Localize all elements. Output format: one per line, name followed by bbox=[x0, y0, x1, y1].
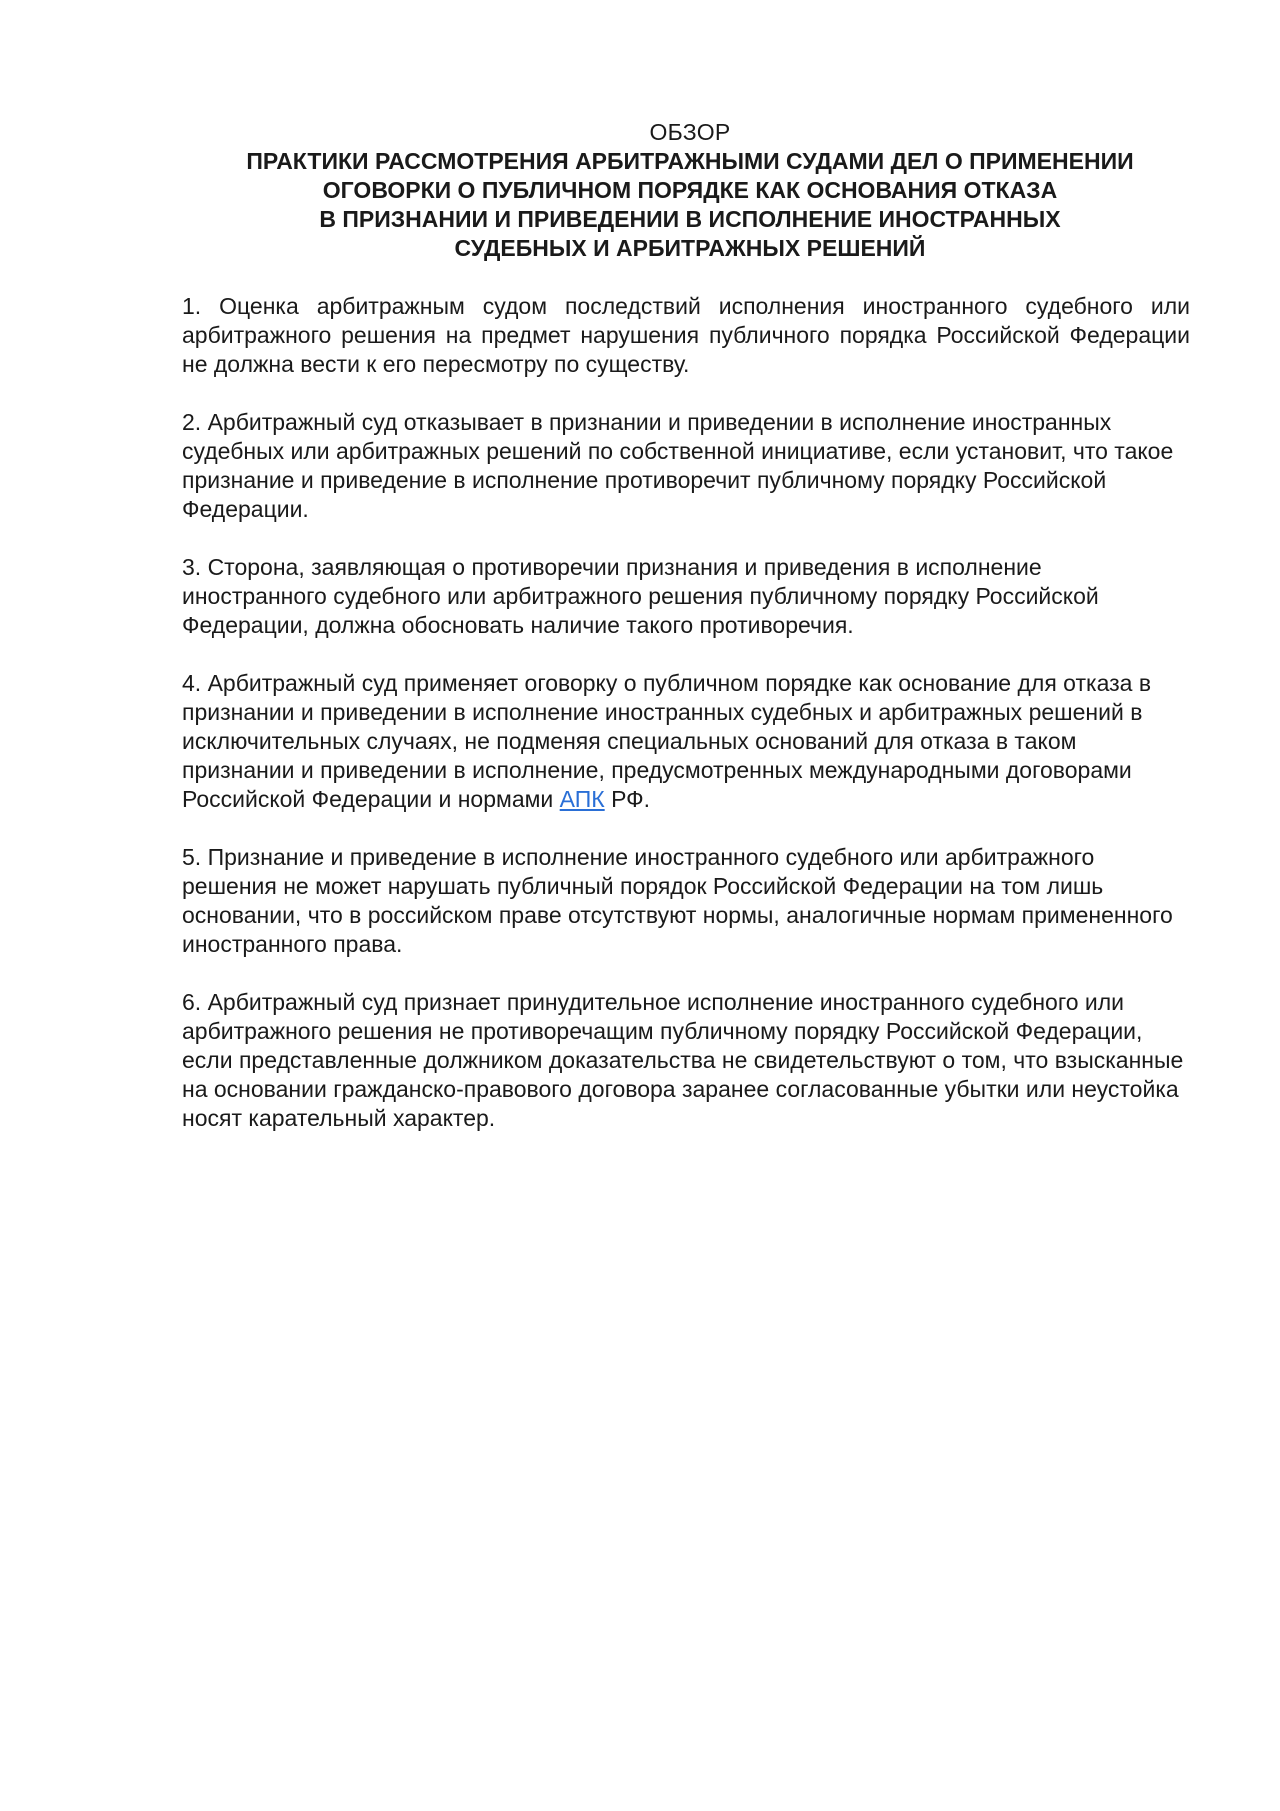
apk-link[interactable]: АПК bbox=[559, 786, 605, 812]
document-body bbox=[182, 292, 1190, 1162]
title-line: ОГОВОРКИ О ПУБЛИЧНОМ ПОРЯДКЕ КАК ОСНОВАНИЯ ОТКАЗА bbox=[322, 177, 1058, 203]
paragraph-1: 1. Оценка арбитражным судом последствий исполнения иностранного судебного или арбитражного решения на предмет нарушения публичного порядка Российской Федерации не должна вести к его пересмотру по существу. bbox=[182, 293, 1190, 377]
title-line: СУДЕБНЫХ И АРБИТРАЖНЫХ РЕШЕНИЙ bbox=[454, 235, 926, 261]
paragraph-4-tail: РФ. bbox=[604, 786, 651, 812]
paragraph-6: 6. Арбитражный суд признает принудительное исполнение иностранного судебного или арбитражного решения не противоречащим публичному порядку Российской Федерации, если представленные должником доказательства не свидетельствуют о том, что взысканные на основании гражданско-правового договора заранее согласованные убытки или неустойка носят карательный характер. bbox=[182, 989, 1184, 1131]
title-line: В ПРИЗНАНИИ И ПРИВЕДЕНИИ В ИСПОЛНЕНИЕ ИНОСТРАННЫХ bbox=[319, 206, 1061, 232]
title-line: ПРАКТИКИ РАССМОТРЕНИЯ АРБИТРАЖНЫМИ СУДАМИ ДЕЛ О ПРИМЕНЕНИИ bbox=[246, 148, 1134, 174]
document-heading: ОБЗОР bbox=[649, 119, 731, 145]
document-title bbox=[160, 118, 1220, 263]
paragraph-2: 2. Арбитражный суд отказывает в признании и приведении в исполнение иностранных судебных или арбитражных решений по собственной инициативе, если установит, что такое признание и приведение в исполнение противоречит публичному порядку Российской Федерации. bbox=[182, 409, 1174, 522]
paragraph-3: 3. Сторона, заявляющая о противоречии признания и приведения в исполнение иностранного судебного или арбитражного решения публичному порядку Российской Федерации, должна обосновать наличие такого противоречия. bbox=[182, 554, 1099, 638]
paragraph-4-text: 4. Арбитражный суд применяет оговорку о публичном порядке как основание для отказа в признании и приведении в исполнение иностранных судебных и арбитражных решений в исключительных случаях, не подменяя специальных оснований для отказа в таком признании и приведении в исполнение, предусмотренных международными договорами Российской Федерации и нормами bbox=[182, 670, 1152, 812]
paragraph-4 bbox=[182, 669, 1190, 814]
paragraph-5: 5. Признание и приведение в исполнение иностранного судебного или арбитражного решения не может нарушать публичный порядок Российской Федерации на том лишь основании, что в российском праве отсутствуют нормы, аналогичные нормам примененного иностранного права. bbox=[182, 844, 1173, 957]
